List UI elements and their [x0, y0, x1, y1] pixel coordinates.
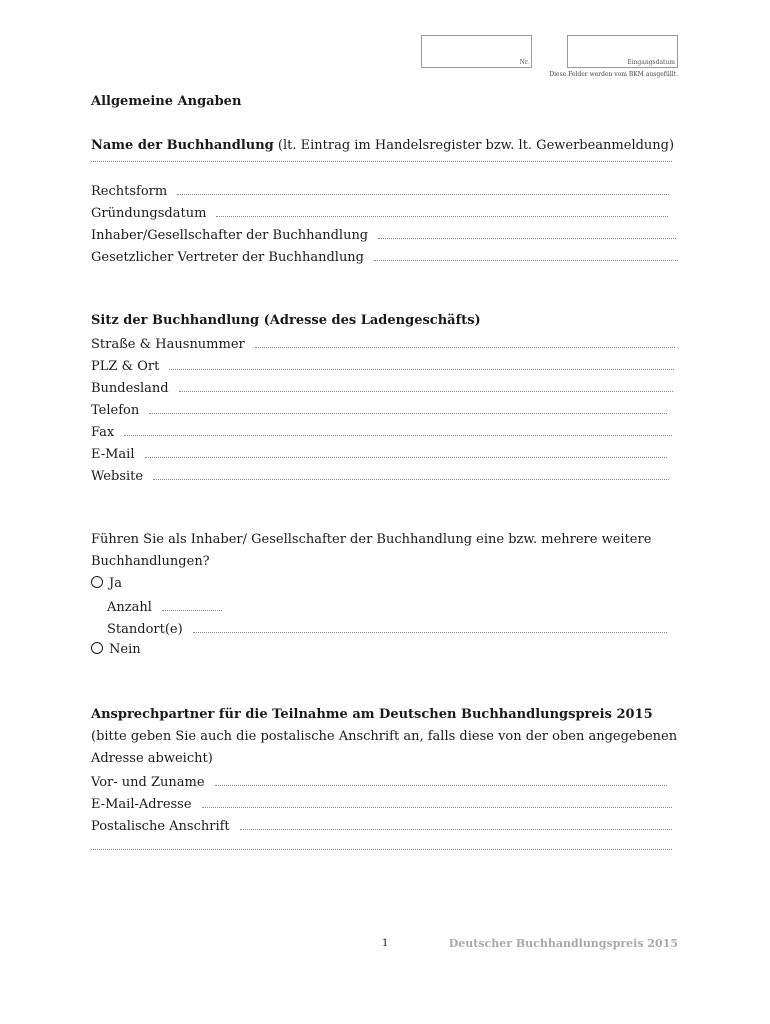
- office-number-box[interactable]: [421, 35, 532, 68]
- contact-heading: Ansprechpartner für die Teilnahme am Deutschen Buchhandlungspreis 2015: [91, 707, 653, 722]
- legal-representative-row: [91, 248, 678, 265]
- option-yes[interactable]: [91, 576, 122, 591]
- founding-date-field[interactable]: [216, 204, 668, 217]
- state-label: Bundesland: [91, 381, 169, 396]
- bookshop-name-field[interactable]: [91, 161, 672, 162]
- street-label: Straße & Hausnummer: [91, 337, 245, 352]
- contact-email-field[interactable]: [202, 795, 672, 808]
- general-heading: Allgemeine Angaben: [91, 94, 242, 109]
- contact-note-line2: Adresse abweicht): [91, 751, 213, 766]
- founding-date-row: [91, 204, 668, 221]
- state-field[interactable]: [179, 379, 673, 392]
- bookshop-name-label-note: (lt. Eintrag im Handelsregister bzw. lt. Gewerbeanmeldung): [277, 138, 675, 153]
- founding-date-label: Gründungsdatum: [91, 206, 207, 221]
- contact-note-line1: (bitte geben Sie auch die postalische Anschrift an, falls diese von der oben angegebenen: [91, 729, 678, 744]
- locations-label: Standort(e): [107, 622, 183, 637]
- fax-field[interactable]: [124, 423, 672, 436]
- footer-title: Deutscher Buchhandlungspreis 2015: [448, 937, 678, 950]
- phone-field[interactable]: [149, 401, 667, 414]
- receipt-date-box[interactable]: [567, 35, 678, 68]
- website-label: Website: [91, 469, 144, 484]
- postal-address-field-line2[interactable]: [91, 849, 672, 850]
- bookshop-name-label: [91, 138, 674, 153]
- fax-label: Fax: [91, 425, 115, 440]
- address-heading: Sitz der Buchhandlung (Adresse des Ladengeschäfts): [91, 313, 481, 328]
- legal-form-field[interactable]: [177, 182, 669, 195]
- option-no[interactable]: [91, 642, 141, 657]
- zip-city-label: PLZ & Ort: [91, 359, 160, 374]
- zip-city-field[interactable]: [169, 357, 674, 370]
- legal-form-row: [91, 182, 669, 199]
- zip-city-row: [91, 357, 674, 374]
- receipt-date-label: Eingangsdatum: [627, 59, 675, 66]
- office-note: Diese Felder werden vom BKM ausgefüllt.: [549, 71, 678, 78]
- contact-email-row: [91, 795, 672, 812]
- locations-field[interactable]: [193, 620, 667, 633]
- radio-yes-icon[interactable]: [91, 576, 103, 588]
- state-row: [91, 379, 673, 396]
- full-name-label: Vor- und Zuname: [91, 775, 205, 790]
- postal-address-label: Postalische Anschrift: [91, 819, 230, 834]
- legal-form-label: Rechtsform: [91, 184, 168, 199]
- office-number-label: Nr.: [519, 59, 529, 66]
- website-field[interactable]: [153, 467, 669, 480]
- phone-label: Telefon: [91, 403, 140, 418]
- email-field[interactable]: [145, 445, 667, 458]
- phone-row: [91, 401, 667, 418]
- option-yes-label: Ja: [109, 576, 122, 591]
- radio-no-icon[interactable]: [91, 642, 103, 654]
- count-field[interactable]: [162, 598, 222, 611]
- bookshop-name-label-bold: Name der Buchhandlung: [91, 138, 274, 153]
- option-no-label: Nein: [109, 642, 141, 657]
- further-shops-question-line1: Führen Sie als Inhaber/ Gesellschafter der Buchhandlung eine bzw. mehrere weitere: [91, 532, 652, 547]
- email-label: E-Mail: [91, 447, 135, 462]
- further-shops-question-line2: Buchhandlungen?: [91, 554, 210, 569]
- legal-representative-field[interactable]: [374, 248, 678, 261]
- locations-row: [107, 620, 667, 637]
- full-name-row: [91, 773, 667, 790]
- count-label: Anzahl: [107, 600, 152, 615]
- postal-address-field[interactable]: [240, 817, 672, 830]
- email-row: [91, 445, 667, 462]
- legal-representative-label: Gesetzlicher Vertreter der Buchhandlung: [91, 250, 365, 265]
- owner-row: [91, 226, 676, 243]
- street-field[interactable]: [255, 335, 675, 348]
- street-row: [91, 335, 675, 352]
- page-number: 1: [382, 938, 389, 949]
- contact-email-label: E-Mail-Adresse: [91, 797, 192, 812]
- full-name-field[interactable]: [215, 773, 667, 786]
- postal-address-row: [91, 817, 672, 834]
- website-row: [91, 467, 669, 484]
- owner-field[interactable]: [378, 226, 676, 239]
- owner-label: Inhaber/Gesellschafter der Buchhandlung: [91, 228, 369, 243]
- fax-row: [91, 423, 672, 440]
- count-row: [107, 598, 222, 615]
